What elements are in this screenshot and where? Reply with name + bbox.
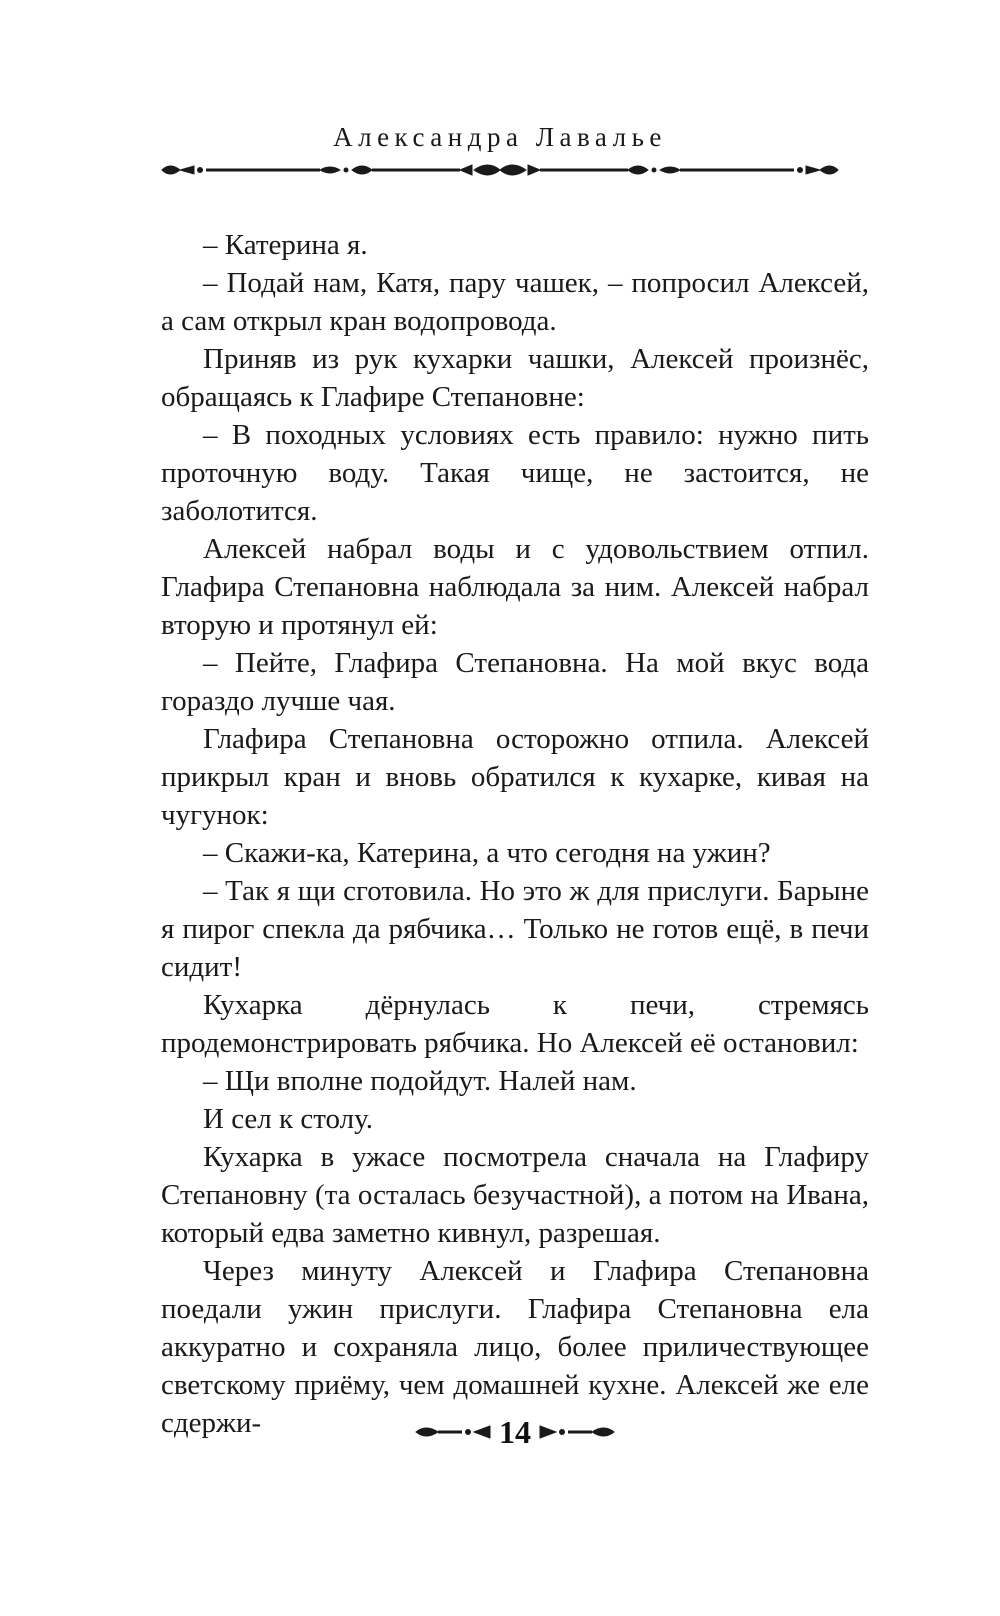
paragraph-11: – Щи вполне подойдут. Налей нам.	[203, 1065, 637, 1097]
paragraph-13: Кухарка в ужасе посмотрела сначала на Глафиру Степановну (та осталась безучастной), а потом на Ивана, который едва заметно кивнул, разрешая.	[161, 1141, 869, 1249]
paragraph-14: Через минуту Алексей и Глафира Степановна поедали ужин прислуги. Глафира Степановна ела аккуратно и сохраняла лицо, более приличествующее светскому приёму, чем домашней кухне. Алексей же еле сдержи-	[161, 1255, 869, 1439]
paragraph-9: – Так я щи сготовила. Но это ж для прислуги. Барыне я пирог спекла да рябчика… Только не готов ещё, в печи сидит!	[161, 875, 869, 983]
paragraph-7: Глафира Степановна осторожно отпила. Алексей прикрыл кран и вновь обратился к кухарке, кивая на чугунок:	[161, 723, 869, 831]
paragraph-3: Приняв из рук кухарки чашки, Алексей произнёс, обращаясь к Глафире Степановне:	[161, 343, 869, 413]
body-text	[161, 226, 869, 1442]
paragraph-2: – Подай нам, Катя, пару чашек, – попросил Алексей, а сам открыл кран водопровода.	[161, 267, 869, 337]
header-ornament-rule	[160, 158, 840, 182]
paragraph-10: Кухарка дёрнулась к печи, стремясь продемонстрировать рябчика. Но Алексей её остановил:	[161, 989, 869, 1059]
paragraph-4: – В походных условиях есть правило: нужно пить проточную воду. Такая чище, не застоится, не заболотится.	[161, 419, 869, 527]
page-number: 14	[499, 1414, 531, 1450]
paragraph-5: Алексей набрал воды и с удовольствием отпил. Глафира Степановна наблюдала за ним. Алексей набрал вторую и протянул ей:	[161, 533, 869, 641]
paragraph-1: – Катерина я.	[203, 229, 368, 261]
paragraph-8: – Скажи-ка, Катерина, а что сегодня на ужин?	[203, 837, 771, 869]
folio-ornament-right	[538, 1420, 616, 1444]
running-head-author: Александра Лавалье	[333, 122, 667, 152]
paragraph-6: – Пейте, Глафира Степановна. На мой вкус вода гораздо лучше чая.	[161, 647, 869, 717]
paragraph-12: И сел к столу.	[203, 1103, 373, 1135]
page-folio	[0, 1410, 1000, 1454]
